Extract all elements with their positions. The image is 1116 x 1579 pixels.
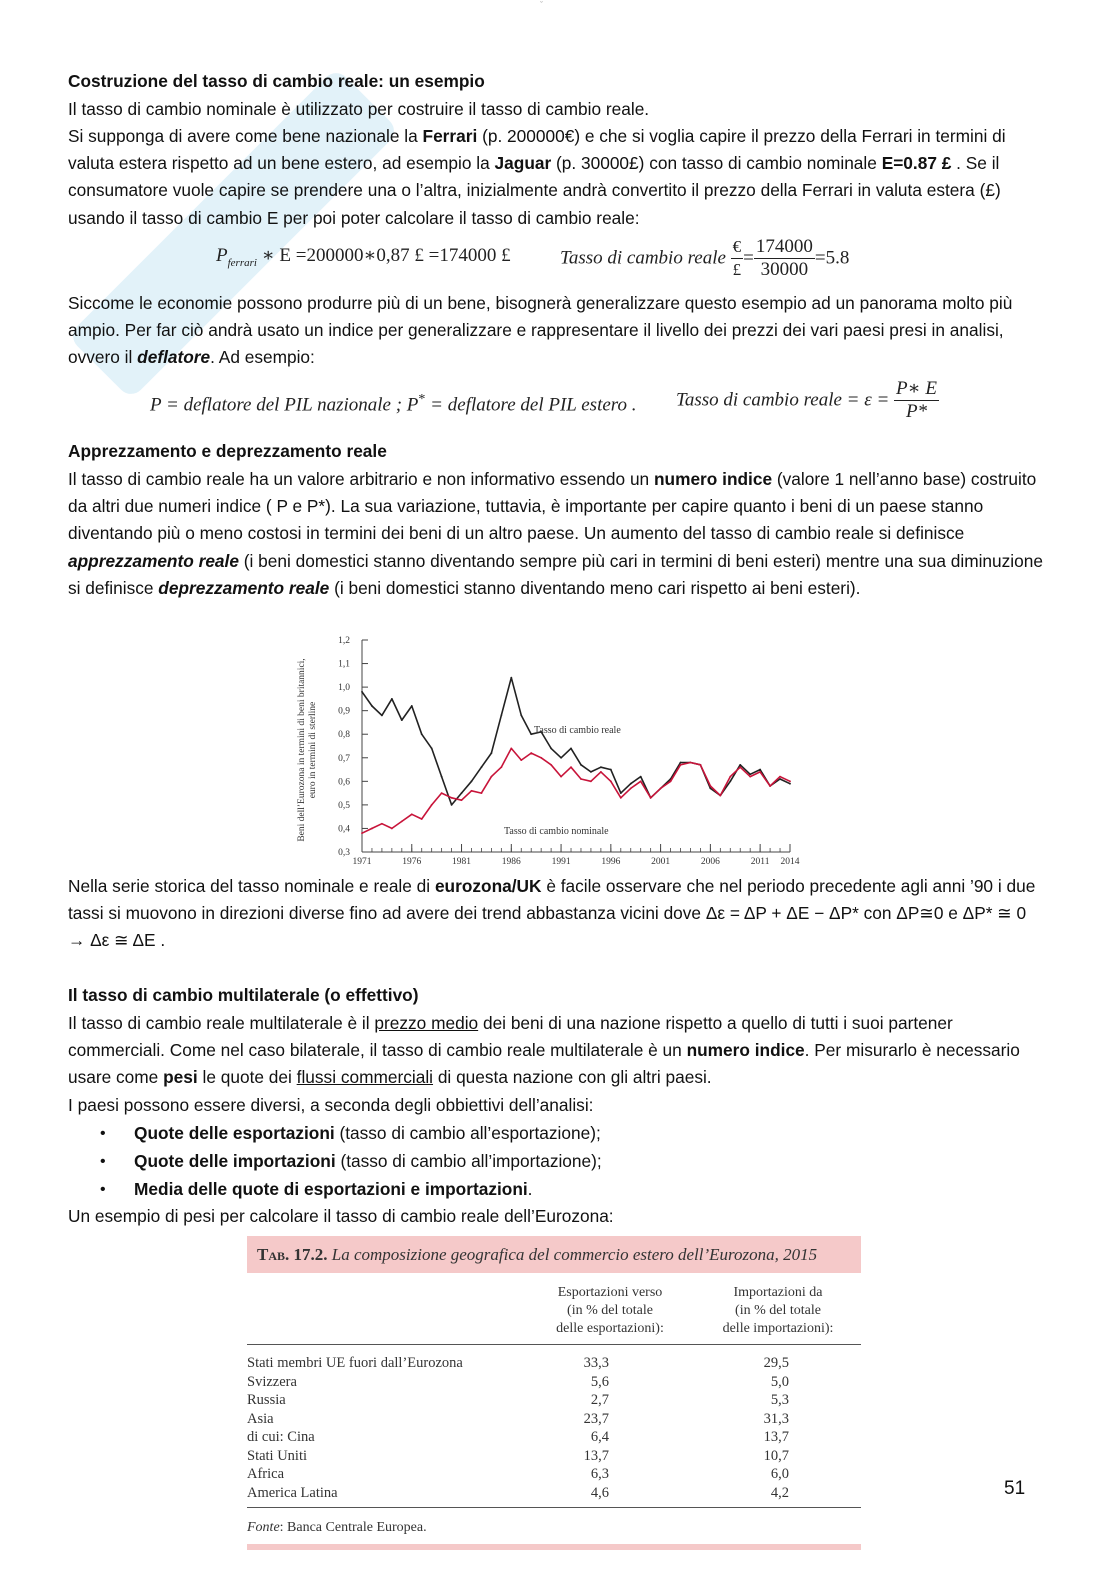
chart-point-nominal	[739, 766, 741, 768]
table-cell-exports: 5,6	[590, 1373, 609, 1390]
chart-point-real	[759, 769, 761, 771]
chart-y-tick-label: 1,2	[338, 636, 350, 646]
chart-point-nominal	[709, 785, 711, 787]
chart-point-real	[580, 764, 582, 766]
chart-y-tick-label: 0,4	[338, 824, 350, 835]
page-number: 51	[1004, 1478, 1026, 1499]
table-row	[247, 1373, 861, 1392]
chart-ylabel-line1: Beni dell’Eurozona in termini di beni britannici,	[297, 658, 307, 842]
formula-real-exchange-rate-example: Tasso di cambio reale $\frac{€}{£}$ = $\frac{174000}{30000}$ =5.8	[560, 236, 850, 280]
chart-point-nominal	[719, 795, 721, 797]
chart-x-tick-label: 1971	[352, 857, 372, 867]
chart-point-nominal	[690, 762, 692, 764]
chart-point-real	[431, 747, 433, 749]
table-row	[247, 1354, 861, 1373]
chart-point-nominal	[769, 785, 771, 787]
chart-x-tick-label: 2006	[700, 857, 720, 867]
header-mark: ˇ	[540, 0, 543, 10]
table-cell-exports: 13,7	[583, 1447, 609, 1464]
chart-point-nominal	[729, 776, 731, 778]
chart-point-real	[600, 766, 602, 768]
table-cell-imports: 5,3	[770, 1392, 789, 1408]
chart-point-nominal	[431, 804, 433, 806]
section-title-costruzione: Costruzione del tasso di cambio reale: un esempio	[68, 71, 485, 91]
chart-point-real	[411, 705, 413, 707]
chart-point-real	[590, 771, 592, 773]
chart-point-nominal	[401, 820, 403, 822]
chart-point-nominal	[620, 797, 622, 799]
chart-point-nominal	[700, 764, 702, 766]
chart-point-nominal	[411, 813, 413, 815]
section-title-apprezzamento: Apprezzamento e deprezzamento reale	[68, 441, 387, 461]
chart-x-tick-label: 1991	[551, 857, 571, 867]
chart-point-nominal	[461, 799, 463, 801]
chart-point-real	[620, 792, 622, 794]
formula-ferrari-conversion: $P_{ferrari}$ ∗ E =200000∗0,87 £ =174000 £	[216, 245, 511, 269]
chart-point-nominal	[660, 788, 662, 790]
chart-point-nominal	[540, 757, 542, 759]
table-cell-country: Africa	[247, 1466, 285, 1482]
chart-point-nominal	[490, 776, 492, 778]
chart-point-nominal	[550, 764, 552, 766]
chart-point-real	[391, 698, 393, 700]
chart-point-real	[451, 804, 453, 806]
chart-point-nominal	[471, 790, 473, 792]
chart-point-nominal	[789, 780, 791, 782]
chart-y-tick-label: 0,8	[338, 730, 350, 741]
table-cell-exports: 6,4	[590, 1429, 609, 1445]
chart-point-nominal	[441, 792, 443, 794]
chart-y-tick-label: 0,6	[338, 777, 350, 788]
chart-point-real	[481, 766, 483, 768]
table-row	[247, 1428, 861, 1447]
table-cell-imports: 10,7	[763, 1447, 789, 1464]
chart-point-nominal	[630, 788, 632, 790]
chart-point-nominal	[640, 780, 642, 782]
chart-x-tick-label: 1981	[452, 857, 472, 867]
table-row	[247, 1465, 861, 1484]
paragraph-generalizzazione: Siccome le economie possono produrre più di un bene, bisognerà generalizzare questo esempio ad un panorama molto più ampio. Per far ciò andrà usato un indice per generalizzare e rappresentare il livello dei prezzi dei vari paesi presi in analisi, ovvero il deflatore. Ad esempio:	[68, 293, 1013, 368]
chart-point-nominal	[361, 832, 363, 834]
chart-y-tick-label: 0,9	[338, 706, 350, 717]
table-cell-imports: 6,0	[770, 1466, 789, 1482]
table-rule-bottom	[247, 1507, 861, 1508]
table-cell-exports: 23,7	[583, 1410, 609, 1427]
chart-point-real	[471, 780, 473, 782]
formula-deflatori: P = deflatore del PIL nazionale ; P* = deflatore del PIL estero .	[150, 392, 637, 416]
chart-point-real	[550, 747, 552, 749]
chart-point-nominal	[371, 828, 373, 830]
paragraph-paesi: I paesi possono essere diversi, a seconda degli obbiettivi dell’analisi:	[68, 1095, 594, 1115]
table-cell-imports: 5,0	[770, 1373, 789, 1390]
table-cell-exports: 6,3	[590, 1466, 609, 1482]
chart-point-real	[789, 783, 791, 785]
chart-point-real	[520, 714, 522, 716]
table-cell-country: di cui: Cina	[247, 1429, 315, 1445]
chart-point-nominal	[500, 766, 502, 768]
chart-point-nominal	[530, 752, 532, 754]
paragraph-nominale: Il tasso di cambio nominale è utilizzato per costruire il tasso di cambio reale.	[68, 99, 650, 119]
chart-y-tick-label: 1,0	[338, 683, 350, 694]
chart-point-nominal	[451, 797, 453, 799]
chart-point-real	[739, 764, 741, 766]
paragraph-ferrari-example: Si supponga di avere come bene nazionale la Ferrari (p. 200000€) e che si voglia capire il prezzo della Ferrari in termini di valuta estera rispetto ad un bene estero, ad esempio la Jaguar (p. 30000£) con tasso di cambio nominale E=0.87 £ . Se il consumatore vuole capire se prendere una o l’altra, inizialmente andrà convertito il prezzo della Ferrari in valuta estera (£) usando il tasso di cambio E per poi poter calcolare il tasso di cambio reale:	[68, 126, 1006, 228]
chart-series-nominal	[362, 748, 790, 833]
chart-point-nominal	[510, 747, 512, 749]
chart-point-real	[729, 780, 731, 782]
chart-point-nominal	[570, 766, 572, 768]
chart-point-real	[779, 778, 781, 780]
chart-point-nominal	[650, 797, 652, 799]
table-cell-country: Asia	[247, 1410, 274, 1427]
chart-point-real	[371, 705, 373, 707]
chart-point-real	[441, 776, 443, 778]
table-cell-country: Stati membri UE fuori dall’Eurozona	[247, 1355, 463, 1371]
chart-x-tick-label: 2001	[651, 857, 671, 867]
chart-point-nominal	[600, 771, 602, 773]
chart-point-nominal	[749, 776, 751, 778]
table-cell-country: Russia	[247, 1392, 286, 1408]
table-col-exports: Esportazioni verso (in % del totale delle esportazioni):	[556, 1285, 664, 1336]
chart-point-real	[381, 714, 383, 716]
formula-real-exchange-rate-general: Tasso di cambio reale = ε = $\frac{P∗ E}{P*}$	[676, 378, 937, 422]
chart-point-real	[570, 747, 572, 749]
chart-point-real	[401, 719, 403, 721]
paragraph-multilaterale: Il tasso di cambio reale multilaterale è il prezzo medio dei beni di una nazione rispetto a quello di tutti i suoi partener commerciali. Come nel caso bilaterale, il tasso di cambio reale multilaterale è un numero indice. Per misurarlo è necessario usare come pesi le quote dei flussi commerciali di questa nazione con gli altri paesi.	[68, 1013, 1020, 1088]
chart-y-tick-label: 0,3	[338, 848, 350, 858]
paragraph-eurozona-uk: Nella serie storica del tasso nominale e reale di eurozona/UK è facile osservare che nel periodo precedente agli anni ’90 i due tassi si muovono in direzioni diverse fino ad avere dei trend abbastanza vicini dove Δε = ΔP + ΔE − ΔP* con ΔP≅0 e ΔP* ≅ 0 → Δε ≅ ΔE .	[68, 876, 1036, 951]
chart-annotation-real: Tasso di cambio reale	[534, 725, 621, 736]
chart-x-tick-label: 1996	[601, 857, 621, 867]
chart-point-real	[461, 792, 463, 794]
chart-point-nominal	[779, 776, 781, 778]
chart-point-nominal	[759, 771, 761, 773]
chart-point-nominal	[580, 778, 582, 780]
chart-point-nominal	[680, 764, 682, 766]
table-cell-country: Stati Uniti	[247, 1447, 308, 1464]
chart-x-tick-label: 1986	[501, 857, 521, 867]
table-col-imports: Importazioni da (in % del totale delle importazioni):	[722, 1285, 834, 1336]
table-cell-imports: 29,5	[763, 1355, 789, 1371]
chart-point-real	[530, 733, 532, 735]
chart-point-nominal	[381, 823, 383, 825]
chart-point-real	[610, 769, 612, 771]
chart-series	[361, 677, 791, 834]
chart-point-nominal	[670, 780, 672, 782]
table-row	[247, 1410, 861, 1429]
table-source: Fonte: Banca Centrale Europea.	[247, 1520, 427, 1535]
table-bottom-bar	[247, 1544, 861, 1550]
document-page: ˇ Costruzione del tasso di cambio reale: un esempio Il tasso di cambio nominale è utilizzato per costruire il tasso di cambio reale. Si supponga di avere come bene nazionale la Ferrari (p. 200000€) e che si voglia capire il prezzo della Ferrari in termini di valuta estera rispetto ad un bene estero, ad esempio la Jaguar (p. 30000£) con tasso di cambio nominale E=0.87 £ . Se il consumatore vuole capire se prendere una o l’altra, inizialmente andrà convertito il prezzo della Ferrari in valuta estera (£) usando il tasso di cambio E per poi poter calcolare il tasso di cambio reale: $P_{ferrari}$ ∗ E =200000∗0,87 £ =174000 £ Tasso di cambio reale $\frac{€}{£}$ = $\frac{174000}{30000}$ =5.8 Siccome le economie possono produrre più di un bene, bisognerà generalizzare questo esempio ad un panorama molto più ampio. Per far ciò andrà usato un indice per generalizzare e rappresentare il livello dei prezzi dei vari paesi presi in analisi, ovvero il deflatore. Ad esempio: P = deflatore del PIL nazionale ; P* = deflatore del PIL estero . Tasso di cambio reale = ε = $\frac{P∗ E}{P*}$ Apprezzamento e deprezzamento reale Il tasso di cambio reale ha un valore arbitrario e non informativo essendo un numero indice (valore 1 nell’anno base) costruito da altri due numeri indice ( P e P*). La sua variazione, tuttavia, è importante per capire quanto i beni di un paese stanno diventando più o meno costosi in termini dei beni di un altro paese. Un aumento del tasso di cambio reale si definisce apprezzamento reale (i beni domestici stanno diventando sempre più cari in termini di beni esteri) mentre una sua diminuzione si definisce deprezzamento reale (i beni domestici stanno diventando meno cari rispetto ai beni esteri). 1,2 1,1 1,0 0,9 0,8 0,7 0,6 0,5 0,4 0,3 1971 1976 1981 1986 1991 1996 2001 2006 2011 2014 Beni dell’Eurozona in termini di beni britannici, euro in termini di sterline Tasso di cambio reale Tasso di cambio nominale Nella serie storica del tasso nominale e reale di eurozona/UK è facile osservare che nel periodo precedente agli anni ’90 i due tassi si muovono in direzioni diverse fino ad avere dei trend abbastanza vicini dove Δε = ΔP + ΔE − ΔP* con ΔP≅0 e ΔP* ≅ 0 → Δε ≅ ΔE . Il tasso di cambio multilaterale (o effettivo) Il tasso di cambio reale multilaterale è il prezzo medio dei beni di una nazione rispetto a quello di tutti i suoi partener commerciali. Come nel caso bilaterale, il tasso di cambio reale multilaterale è un numero indice. Per misurarlo è necessario usare come pesi le quote dei flussi commerciali di questa nazione con gli altri paesi. I paesi possono essere diversi, a seconda degli obbiettivi dell’analisi: • Quote delle esportazioni (tasso di cambio all’esportazione); • Quote delle importazioni (tasso di cambio all’importazione); • Media delle quote di esportazioni e importazioni. Un esempio di pesi per calcolare il tasso di cambio reale dell’Eurozona: Tab. 17.2. La composizione geografica del commercio estero dell’Eurozona, 2015 Esportazioni verso (in % del totale delle esportazioni): Importazioni da (in % del totale delle importazioni): Stati membri UE fuori dall’Eurozona 33,3 29,5 Svizzera 5,6 5,0 Russia 2,7 5,3 Asia 23,7 31,3 di cui: Cina 6,4 13,7 Stati Uniti 13,7 10,7 Africa 6,3 6,0 America Latina 4,6 4,2 Fonte: Banca Centrale Europea. 51	[0, 0, 1116, 1579]
chart-point-real	[709, 788, 711, 790]
chart-point-real	[510, 677, 512, 679]
chart-point-real	[490, 752, 492, 754]
chart-x-tick-label: 2014	[780, 857, 800, 867]
table-cell-imports: 13,7	[763, 1429, 789, 1445]
table-cell-imports: 31,3	[763, 1410, 789, 1427]
chart-point-nominal	[590, 780, 592, 782]
table-cell-country: America Latina	[247, 1484, 338, 1501]
trade-composition-table	[247, 1236, 861, 1535]
table-cell-exports: 4,6	[590, 1484, 609, 1501]
table-title: Tab. 17.2. La composizione geografica del commercio estero dell’Eurozona, 2015	[247, 1236, 861, 1273]
chart-point-nominal	[520, 759, 522, 761]
chart-point-nominal	[610, 780, 612, 782]
chart-y-tick-label: 0,7	[338, 753, 350, 764]
chart-y-tick-label: 0,5	[338, 800, 350, 811]
table-cell-exports: 33,3	[583, 1355, 609, 1371]
chart-annotation-nominal: Tasso di cambio nominale	[504, 826, 609, 837]
chart-point-real	[749, 773, 751, 775]
table-cell-exports: 2,7	[590, 1392, 609, 1408]
chart-point-nominal	[481, 792, 483, 794]
table-row	[247, 1447, 861, 1466]
exchange-rate-chart	[290, 630, 810, 870]
chart-x-tick-label: 1976	[402, 857, 422, 867]
chart-point-nominal	[560, 776, 562, 778]
table-cell-country: Svizzera	[247, 1373, 297, 1390]
paragraph-esempio-pesi: Un esempio di pesi per calcolare il tasso di cambio reale dell’Eurozona:	[68, 1206, 614, 1226]
chart-y-tick-label: 1,1	[338, 659, 350, 670]
table-rule-top	[247, 1344, 861, 1345]
chart-point-real	[640, 776, 642, 778]
chart-point-real	[680, 762, 682, 764]
chart-point-real	[500, 714, 502, 716]
chart-point-real	[560, 757, 562, 759]
table-cell-imports: 4,2	[770, 1484, 789, 1501]
table-row	[247, 1391, 861, 1410]
chart-point-real	[361, 691, 363, 693]
table-row	[247, 1484, 861, 1503]
paragraph-apprezzamento: Il tasso di cambio reale ha un valore arbitrario e non informativo essendo un numero indice (valore 1 nell’anno base) costruito da altri due numeri indice ( P e P*). La sua variazione, tuttavia, è importante per capire quanto i beni di un paese stanno diventando più o meno costosi in termini dei beni di un altro paese. Un aumento del tasso di cambio reale si definisce apprezzamento reale (i beni domestici stanno diventando sempre più cari in termini di beni esteri) mentre una sua diminuzione si definisce deprezzamento reale (i beni domestici stanno diventando meno cari rispetto ai beni esteri).	[68, 469, 1043, 598]
chart-point-nominal	[421, 818, 423, 820]
chart-point-nominal	[391, 828, 393, 830]
chart-point-real	[630, 783, 632, 785]
chart-point-real	[421, 733, 423, 735]
section-title-multilaterale: Il tasso di cambio multilaterale (o effettivo)	[68, 985, 419, 1005]
chart-x-tick-label: 2011	[750, 857, 770, 867]
chart-ylabel-line2: euro in termini di sterline	[308, 701, 318, 799]
